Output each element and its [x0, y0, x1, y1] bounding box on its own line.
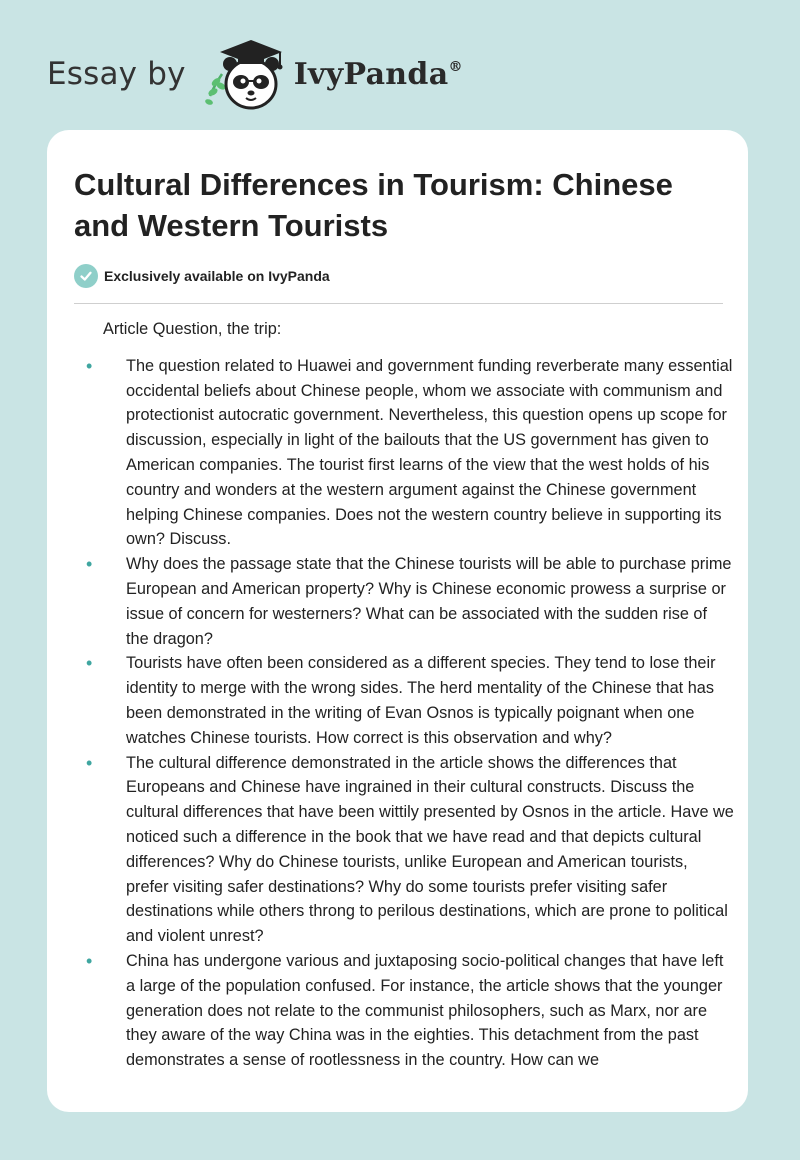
registered-mark: ®	[448, 58, 463, 75]
brand-name[interactable]	[294, 57, 463, 92]
bullet-dot-icon: •	[86, 950, 93, 971]
list-item	[74, 354, 734, 552]
question-text: Why does the passage state that the Chinese tourists will be able to purchase prime European and American property? Why is Chinese economic prowess a surprise or issue of concern for westerners? What can be associated with the sudden rise of the dragon?	[126, 555, 732, 648]
exclusive-text: Exclusively available on IvyPanda	[104, 268, 330, 284]
question-text: Tourists have often been considered as a different species. They tend to lose their identity to merge with the wrong sides. The herd mentality of the Chinese that has been demonstrated in the writing of Evan Osnos is typically poignant when one watches Chinese tourists. How correct is this observation and why?	[126, 654, 716, 747]
article-card	[47, 130, 748, 1112]
list-item	[74, 949, 734, 1073]
title-divider	[74, 303, 723, 304]
bullet-dot-icon: •	[86, 355, 93, 376]
article-intro: Article Question, the trip:	[103, 320, 282, 338]
list-item	[74, 651, 734, 750]
panda-logo-icon[interactable]	[200, 34, 290, 114]
essay-by-label: Essay by	[47, 56, 186, 92]
bullet-dot-icon: •	[86, 752, 93, 773]
brand-text: IvyPanda	[293, 56, 449, 92]
article-body	[74, 317, 734, 1073]
site-header	[47, 34, 463, 114]
bullet-dot-icon: •	[86, 653, 93, 674]
question-text: The cultural difference demonstrated in the article shows the differences that Europeans and Chinese have ingrained in their cultural constructs. Discuss the cultural differences that have been wittily presented by Osnos in the article. Have we noticed such a difference in the book that we have read and that depicts cultural differences? Why do Chinese tourists, unlike European and American tourists, prefer visiting safer destinations? Why do some tourists prefer visiting safer destinations while others throng to perilous destinations, which are prone to political and violent unrest?	[126, 753, 734, 946]
list-item	[74, 751, 734, 949]
article-title: Cultural Differences in Tourism: Chinese and Western Tourists	[74, 167, 673, 243]
bullet-dot-icon: •	[86, 554, 93, 575]
question-list	[74, 354, 734, 1073]
question-text: China has undergone various and juxtaposing socio-political changes that have left a large of the population confused. For instance, the article shows that the younger generation does not relate to the communist philosophers, such as Marx, nor are they aware of the way China was in the eighties. This detachment from the past demonstrates a sense of rootlessness in the country. How can we	[126, 951, 724, 1070]
question-text: The question related to Huawei and government funding reverberate many essential occidental beliefs about Chinese people, whom we associate with communism and protectionist autocratic government. Nevertheless, this question opens up scope for discussion, especially in light of the bailouts that the US government has given to American companies. The tourist first learns of the view that the west holds of his country and wonders at the western argument against the Chinese government helping Chinese companies. Does not the western country believe in supporting its own? Discuss.	[126, 356, 733, 549]
check-icon	[74, 264, 98, 288]
list-item	[74, 552, 734, 651]
exclusive-badge	[74, 264, 330, 288]
